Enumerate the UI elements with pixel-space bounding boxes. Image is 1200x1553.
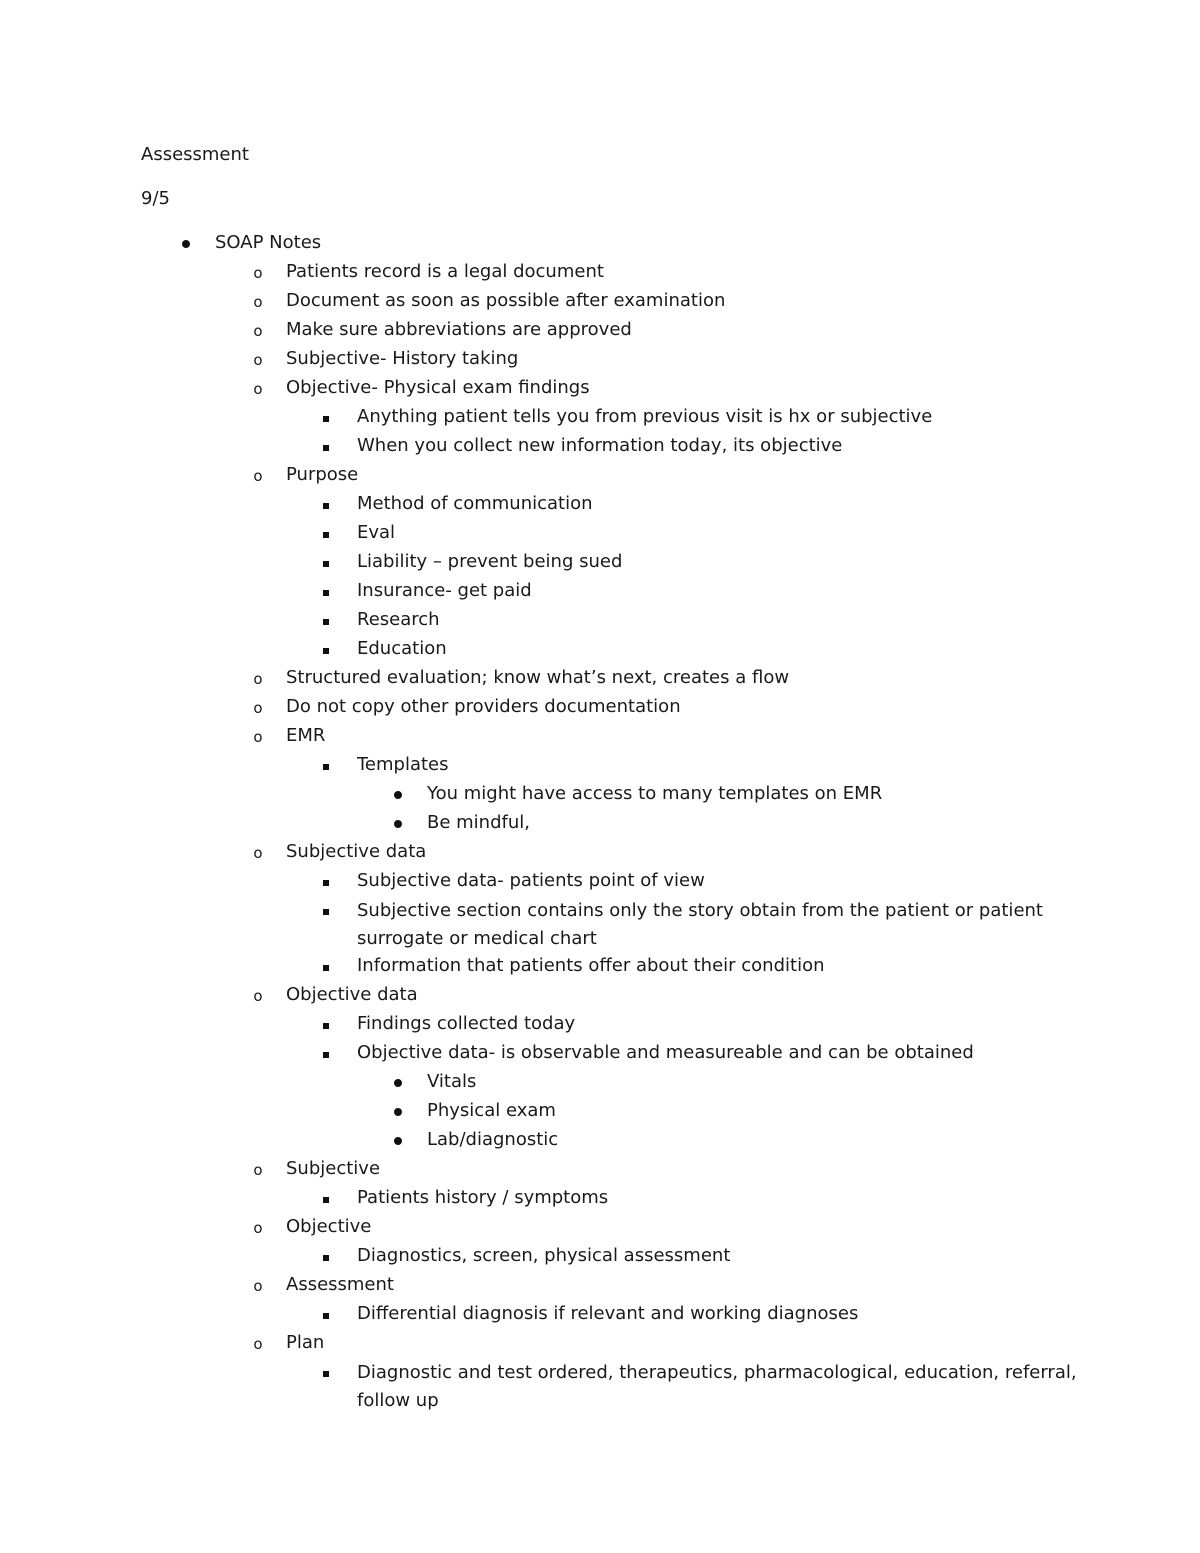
circle-bullet-icon: o (253, 293, 263, 311)
square-bullet-icon (316, 897, 336, 923)
square-bullet-icon (316, 868, 336, 894)
outline-item-level-3 (0, 549, 1200, 578)
square-bullet-icon (316, 607, 336, 633)
outline-item-level-3 (0, 607, 1200, 636)
circle-bullet-icon: o (253, 351, 263, 369)
outline-item-text: Subjective- History taking (286, 348, 519, 369)
outline-item-level-2 (0, 259, 1200, 288)
outline-item-level-4 (0, 1127, 1200, 1156)
outline-item-level-2 (0, 1156, 1200, 1185)
outline-item-level-3 (0, 897, 1200, 953)
outline-item-text: Differential diagnosis if relevant and working diagnoses (357, 1303, 859, 1324)
outline-item-text: Diagnostics, screen, physical assessment (357, 1245, 731, 1266)
outline-item-level-2 (0, 1214, 1200, 1243)
outline-item-level-3 (0, 1359, 1200, 1415)
outline-item-text: Make sure abbreviations are approved (286, 319, 632, 340)
disc-bullet-icon (388, 1098, 408, 1124)
outline-item-text: Liability – prevent being sued (357, 551, 623, 572)
circle-bullet-icon: o (253, 728, 263, 746)
outline-item-text: Research (357, 609, 440, 630)
outline-item-level-2 (0, 375, 1200, 404)
outline-item-text: Purpose (286, 464, 359, 485)
square-bullet-icon (316, 520, 336, 546)
square-bullet-icon (316, 404, 336, 430)
outline-item-level-2 (0, 288, 1200, 317)
outline-item-level-3 (0, 1040, 1200, 1069)
square-bullet-icon (316, 953, 336, 979)
circle-bullet-icon: o (253, 1161, 263, 1179)
circle-bullet-icon: o (253, 699, 263, 717)
outline-item-text: Do not copy other providers documentation (286, 696, 681, 717)
outline-item-level-3 (0, 953, 1200, 982)
document-date: 9/5 (141, 188, 170, 209)
outline-item-level-3 (0, 1011, 1200, 1040)
disc-bullet-icon (388, 1127, 408, 1153)
outline-item-text: Subjective section contains only the story obtain from the patient or patient surrogate or medical chart (357, 900, 1043, 949)
outline-item-level-2 (0, 982, 1200, 1011)
outline-item-level-2 (0, 317, 1200, 346)
outline-item-text: Subjective data- patients point of view (357, 870, 705, 891)
outline-item-level-3 (0, 636, 1200, 665)
outline-item-level-3 (0, 868, 1200, 897)
outline-item-text: Subjective data (286, 841, 427, 862)
outline-item-text: Document as soon as possible after examination (286, 290, 726, 311)
outline-item-text: Be mindful, (427, 812, 530, 833)
outline-item-text: You might have access to many templates on EMR (427, 783, 883, 804)
circle-bullet-icon: o (253, 1277, 263, 1295)
outline-item-text: Information that patients offer about their condition (357, 955, 825, 976)
outline-item-text: Objective data- is observable and measureable and can be obtained (357, 1042, 974, 1063)
outline-item-level-3 (0, 1301, 1200, 1330)
circle-bullet-icon: o (253, 1335, 263, 1353)
circle-bullet-icon: o (253, 322, 263, 340)
outline-item-level-3 (0, 1243, 1200, 1272)
outline-item-level-2 (0, 1272, 1200, 1301)
outline-item-level-3 (0, 520, 1200, 549)
outline-item-text: Anything patient tells you from previous visit is hx or subjective (357, 406, 933, 427)
square-bullet-icon (316, 1185, 336, 1211)
outline-item-text: Plan (286, 1332, 325, 1353)
outline-item-text: When you collect new information today, its objective (357, 435, 843, 456)
square-bullet-icon (316, 491, 336, 517)
outline-item-level-2 (0, 839, 1200, 868)
square-bullet-icon (316, 636, 336, 662)
disc-bullet-icon (388, 810, 408, 836)
outline-item-level-3 (0, 433, 1200, 462)
square-bullet-icon (316, 1040, 336, 1066)
outline-item-level-2 (0, 346, 1200, 375)
notes-outline (0, 230, 1200, 1415)
outline-item-text: SOAP Notes (215, 232, 322, 253)
outline-item-text: Vitals (427, 1071, 477, 1092)
square-bullet-icon (316, 1359, 336, 1385)
outline-item-level-3 (0, 578, 1200, 607)
outline-item-text: Assessment (286, 1274, 394, 1295)
outline-item-level-3 (0, 491, 1200, 520)
outline-item-text: Objective data (286, 984, 418, 1005)
outline-item-text: Patients record is a legal document (286, 261, 604, 282)
outline-item-text: EMR (286, 725, 326, 746)
square-bullet-icon (316, 1011, 336, 1037)
outline-item-text: Objective- Physical exam findings (286, 377, 590, 398)
square-bullet-icon (316, 1301, 336, 1327)
outline-item-text: Subjective (286, 1158, 381, 1179)
outline-item-level-2 (0, 723, 1200, 752)
circle-bullet-icon: o (253, 264, 263, 282)
outline-item-text: Patients history / symptoms (357, 1187, 609, 1208)
outline-item-text: Diagnostic and test ordered, therapeutics, pharmacological, education, referral, follow up (357, 1362, 1077, 1411)
outline-item-text: Structured evaluation; know what’s next, creates a flow (286, 667, 790, 688)
square-bullet-icon (316, 1243, 336, 1269)
square-bullet-icon (316, 578, 336, 604)
outline-item-level-2 (0, 665, 1200, 694)
circle-bullet-icon: o (253, 467, 263, 485)
outline-item-text: Eval (357, 522, 396, 543)
circle-bullet-icon: o (253, 670, 263, 688)
document-title: Assessment (141, 144, 249, 165)
circle-bullet-icon: o (253, 987, 263, 1005)
outline-item-level-3 (0, 1185, 1200, 1214)
disc-bullet-icon (388, 1069, 408, 1095)
outline-item-level-4 (0, 1098, 1200, 1127)
disc-bullet-icon (176, 230, 196, 256)
outline-item-text: Insurance- get paid (357, 580, 532, 601)
outline-item-level-4 (0, 1069, 1200, 1098)
square-bullet-icon (316, 433, 336, 459)
outline-item-level-3 (0, 752, 1200, 781)
circle-bullet-icon: o (253, 1219, 263, 1237)
square-bullet-icon (316, 549, 336, 575)
circle-bullet-icon: o (253, 380, 263, 398)
circle-bullet-icon: o (253, 844, 263, 862)
outline-item-text: Education (357, 638, 447, 659)
outline-item-text: Templates (357, 754, 449, 775)
outline-item-text: Physical exam (427, 1100, 556, 1121)
outline-item-text: Lab/diagnostic (427, 1129, 559, 1150)
outline-item-text: Method of communication (357, 493, 593, 514)
square-bullet-icon (316, 752, 336, 778)
outline-item-level-4 (0, 781, 1200, 810)
outline-item-level-2 (0, 1330, 1200, 1359)
outline-item-text: Objective (286, 1216, 372, 1237)
outline-item-level-2 (0, 694, 1200, 723)
disc-bullet-icon (388, 781, 408, 807)
outline-item-text: Findings collected today (357, 1013, 576, 1034)
outline-item-level-1 (0, 230, 1200, 259)
outline-item-level-3 (0, 404, 1200, 433)
outline-item-level-4 (0, 810, 1200, 839)
outline-item-level-2 (0, 462, 1200, 491)
